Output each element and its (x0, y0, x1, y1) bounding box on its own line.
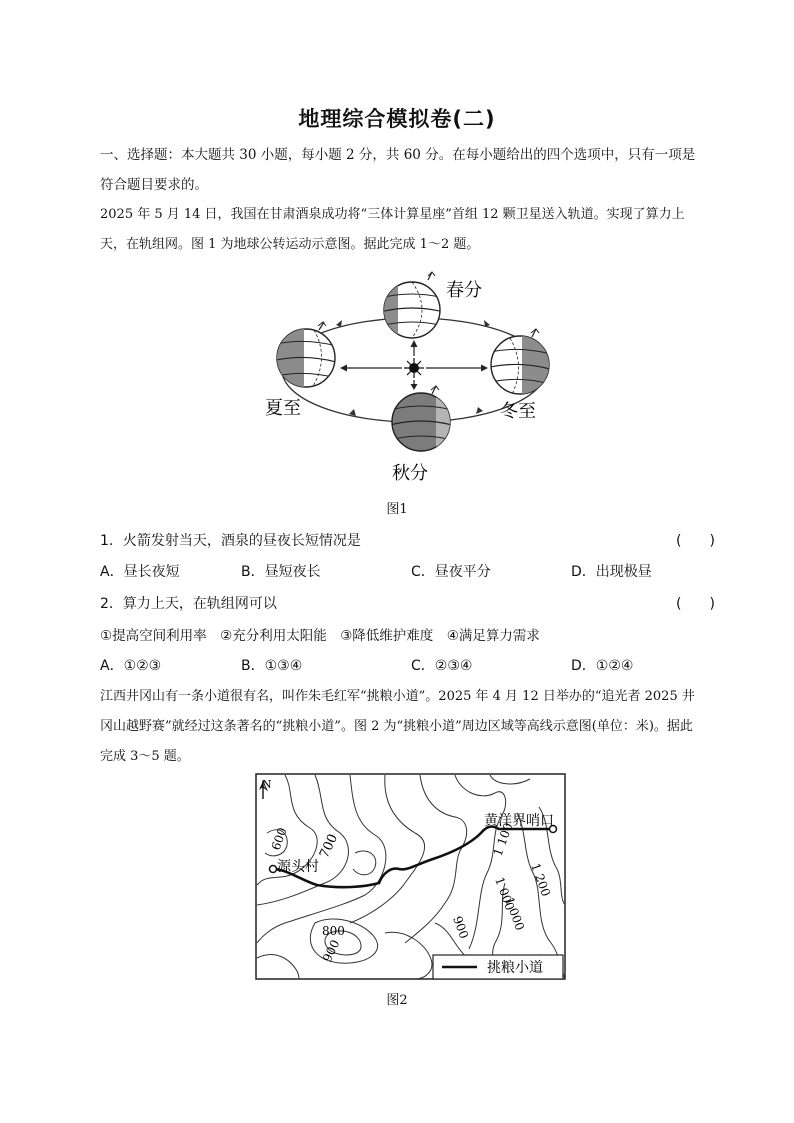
sun-ray-up-head (411, 340, 418, 347)
section-heading (100, 140, 702, 200)
earth-spring (380, 272, 444, 342)
place-label-end: 黄洋界哨口 (484, 813, 554, 829)
q2-option-d[interactable]: D．①②④ (571, 658, 634, 674)
contour-label-1000-a: 1 000 (492, 875, 518, 913)
north-label: N (262, 778, 272, 791)
sun-ray-left-head (340, 365, 347, 372)
q2-option-a[interactable]: A．①②③ (100, 658, 162, 674)
sun-ray-down-head (411, 384, 418, 390)
contour-label-1100: 1 100 (490, 820, 516, 859)
q1-option-b[interactable]: B．昼短夜长 (241, 564, 321, 580)
question-1 (100, 530, 720, 550)
earth-autumn (390, 386, 452, 454)
contour-label-900-a: 900 (320, 937, 343, 965)
question-2-statements: ①提高空间利用率 ②充分利用太阳能 ③降低维护难度 ④满足算力需求 (100, 628, 540, 644)
contour-label-700: 700 (317, 831, 342, 861)
sun-ray-right-head (481, 365, 488, 372)
figure-2-caption: 图2 (386, 993, 408, 1008)
orbit-arrow-bottom-right (476, 407, 483, 414)
q2-option-b[interactable]: B．①③④ (241, 658, 303, 674)
figure-2-contour-map (255, 773, 567, 981)
question-2-stem: 2．算力上天，在轨组网可以 (100, 596, 277, 612)
contour-label-800: 800 (322, 924, 345, 938)
passage-2-text: 江西井冈山有一条小道很有名，叫作朱毛红军“挑粮小道”。2025 年 4 月 12 日举办的“追光者 2025 井冈山越野赛”就经过这条著名的“挑粮小道”。图 2 为“挑粮小道”周边区域等高线示意图(单位：米)。据此完成 3～5 题。 (100, 689, 695, 764)
passage-1 (100, 200, 702, 260)
contour-label-1200: 1 200 (528, 861, 554, 899)
contour-label-600: 600 (268, 825, 290, 853)
question-1-paren: ( ) (676, 533, 715, 549)
orbit-arrow-top-left (336, 320, 342, 327)
q1-option-d[interactable]: D．出现极昼 (571, 564, 652, 580)
contour-label-1000-b: 1 000 (502, 895, 528, 933)
label-winter: 冬至 (500, 401, 536, 422)
figure-1-caption: 图1 (386, 502, 408, 517)
q1-option-c[interactable]: C．昼夜平分 (411, 564, 491, 580)
section-heading-text: 一、选择题：本大题共 30 小题，每小题 2 分，共 60 分。在每小题给出的四个选项中，只有一项是符合题目要求的。 (100, 147, 696, 193)
passage-1-text: 2025 年 5 月 14 日，我国在甘肃酒泉成功将“三体计算星座”首组 12 颗卫星送入轨道。实现了算力上天，在轨组网。图 1 为地球公转运动示意图。据此完成 1～2 题。 (100, 207, 685, 252)
earth-winter (490, 329, 550, 396)
contour-label-900-b: 900 (450, 914, 472, 941)
question-2 (100, 593, 720, 613)
q2-option-c[interactable]: C．②③④ (411, 658, 473, 674)
orbit-arrow-top-right (484, 320, 490, 327)
figure-1-orbit-diagram (262, 268, 562, 486)
place-label-start: 源头村 (277, 859, 319, 875)
label-summer: 夏至 (265, 398, 301, 419)
q1-option-a[interactable]: A．昼长夜短 (100, 564, 180, 580)
label-spring: 春分 (446, 280, 482, 301)
orbit-arrow-bottom-left (349, 409, 356, 416)
map-frame (256, 774, 565, 979)
start-point (270, 866, 277, 873)
passage-2 (100, 682, 702, 772)
legend-label: 挑粮小道 (487, 960, 543, 976)
question-2-paren: ( ) (676, 596, 715, 612)
sun-icon (404, 358, 424, 378)
question-1-stem: 1．火箭发射当天，酒泉的昼夜长短情况是 (100, 533, 361, 549)
label-autumn: 秋分 (392, 463, 428, 484)
page-title: 地理综合模拟卷(二) (298, 107, 496, 131)
